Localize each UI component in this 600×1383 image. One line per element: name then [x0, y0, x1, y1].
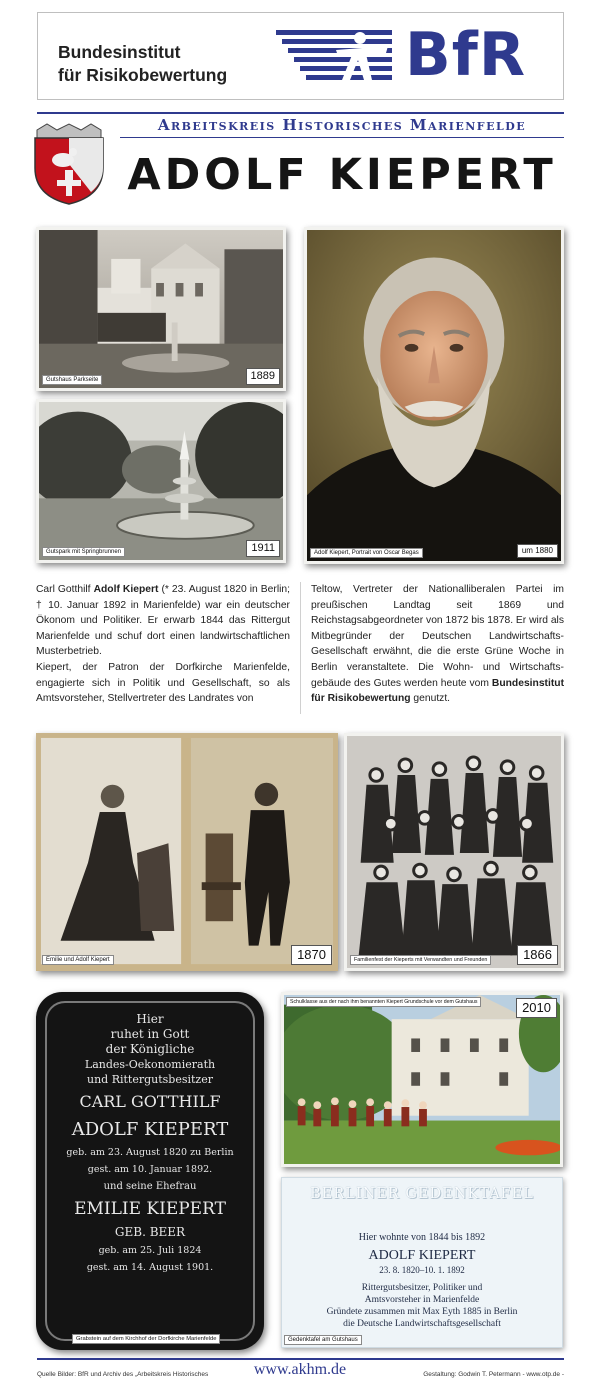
plate-line: Hier wohnte von 1844 bis 1892 — [358, 1232, 486, 1243]
institute-line-2: für Risikobewertung — [58, 65, 228, 85]
family-image — [347, 736, 561, 968]
inscription-line: gest. am 10. Januar 1892. — [87, 1164, 213, 1175]
plate-line: Rittergutsbesitzer, Politiker und — [361, 1283, 483, 1293]
plate-line: Amtsvorsteher in Marienfelde — [364, 1295, 480, 1305]
portrait-image — [307, 230, 561, 561]
text-column-right — [311, 582, 564, 707]
footer-credits: Gestaltung: Godwin T. Petermann - www.otp.de - — [423, 1371, 564, 1378]
page-title: ADOLF KIEPERT — [127, 150, 557, 200]
footer-website-link[interactable]: www.akhm.de — [253, 1361, 347, 1378]
memorial-plate-body — [282, 1231, 562, 1330]
photo-gutshaus — [36, 227, 286, 391]
plate-dates: 23. 8. 1820–10. 1. 1892 — [379, 1265, 465, 1275]
top-rule — [37, 112, 564, 114]
photo-caption: Familienfest der Kieperts mit Verwandten und Freunden — [350, 955, 491, 965]
header-box — [37, 12, 564, 100]
subtitle: Arbeitskreis Historisches Marienfelde — [157, 116, 527, 134]
inscription-line: geb. am 23. August 1820 zu Berlin — [66, 1147, 234, 1158]
inscription-line: CARL GOTTHILF — [79, 1092, 221, 1111]
inscription-line: und Rittergutsbesitzer — [86, 1073, 213, 1086]
paragraph-patron: Kiepert, der Patron der Dorfkirche Marienfelde, engagierte sich in Politik und Gesellschaft, so als Amtsvorsteher, Stellvertreter des Landrates von — [36, 661, 290, 705]
inscription-line: GEB. BEER — [114, 1225, 186, 1239]
photo-caption: Grabstein auf dem Kirchhof der Dorfkirche Marienfelde — [72, 1334, 220, 1344]
photo-year: 1889 — [246, 368, 280, 385]
inscription-line: ADOLF KIEPERT — [71, 1119, 229, 1140]
grave-inscription — [36, 1012, 264, 1276]
school-image — [284, 995, 560, 1164]
name-highlight: Adolf Kiepert — [93, 584, 159, 595]
memorial-plate — [281, 1177, 563, 1348]
paragraph-intro: Carl Gotthilf Adolf Kiepert (* 23. August 1820 in Berlin; † 10. Januar 1892 in Marienfelde) war ein deutscher Ökonom und Politiker. Er erwarb 1844 das Rittergut Marienfelde und schuf dort einen landwirtschaftlichen Musterbetrieb. — [36, 584, 290, 658]
photo-gutspark — [36, 399, 286, 563]
bfr-logo-icon — [276, 28, 392, 86]
photo-caption: Schulklasse aus der nach ihm benannten Kiepert Grundschule vor dem Gutshaus — [286, 997, 481, 1007]
inscription-line: und seine Ehefrau — [103, 1181, 197, 1192]
photo-year: 1911 — [246, 540, 280, 557]
photo-caption: Adolf Kiepert, Portrait von Oscar Begas — [310, 548, 423, 558]
photo-year: 1866 — [517, 945, 558, 965]
inscription-line: ruhet in Gott — [110, 1027, 190, 1041]
photo-year: 2010 — [516, 998, 557, 1018]
photo-caption: Gutspark mit Springbrunnen — [42, 547, 125, 557]
plate-name: ADOLF KIEPERT — [368, 1248, 476, 1263]
memorial-plate-heading: BERLINER GEDENKTAFEL — [310, 1186, 534, 1202]
subtitle-rule — [120, 137, 564, 138]
grave-plaque — [36, 992, 264, 1350]
inscription-line: gest. am 14. August 1901. — [86, 1262, 214, 1273]
plate-line: Gründete zusammen mit Max Eyth 1885 in Berlin — [326, 1307, 518, 1317]
institute-highlight: Bundesinstitut für Risikobewertung — [311, 677, 564, 705]
paragraph-politics: Teltow, Vertreter der Nationalliberalen Partei im preußischen Landtag seit 1869 und Reichstagsabgeordneter von 1872 bis 1878. Er wird als Mitbegründer der Deutschen Landwirtschafts-Gesellschaft erwähnt, die die erste Grüne Woche in Berlin veranstaltete. Die Wohn- und Wirtschafts-gebäude des Gutes werden heute vom Bundesinstitut für Risikobewertung genutzt. — [311, 584, 564, 705]
inscription-line: EMILIE KIEPERT — [74, 1199, 226, 1219]
inscription-line: geb. am 25. Juli 1824 — [98, 1245, 202, 1256]
institute-line-1: Bundesinstitut — [58, 42, 181, 62]
photo-school — [281, 992, 563, 1167]
photo-caption: Gutshaus Parkseite — [42, 375, 102, 385]
photo-portrait — [304, 227, 564, 564]
inscription-line: der Königliche — [105, 1042, 195, 1056]
coat-of-arms-icon — [31, 120, 107, 206]
photo-year: 1870 — [291, 945, 332, 965]
plate-line: die Deutsche Landwirtschaftsgesellschaft — [343, 1319, 501, 1329]
gutshaus-image — [39, 230, 283, 388]
text-column-left — [36, 582, 290, 707]
photo-year: um 1880 — [517, 544, 558, 558]
photo-caption: Emilie und Adolf Kiepert — [42, 955, 114, 965]
inscription-line: Landes-Oekonomierath — [84, 1058, 216, 1071]
institute-name — [58, 41, 227, 87]
couple-image — [39, 736, 335, 968]
footer-sources: Quelle Bilder: BfR und Archiv des „Arbeitskreis Historisches — [37, 1371, 209, 1378]
photo-couple — [36, 733, 338, 971]
photo-family — [344, 733, 564, 971]
inscription-line: Hier — [136, 1012, 164, 1026]
photo-caption: Gedenktafel am Gutshaus — [284, 1335, 362, 1345]
column-divider — [300, 582, 301, 714]
footer-rule — [37, 1358, 564, 1360]
gutspark-image — [39, 402, 283, 560]
bfr-logo-text: BfR — [405, 20, 527, 90]
